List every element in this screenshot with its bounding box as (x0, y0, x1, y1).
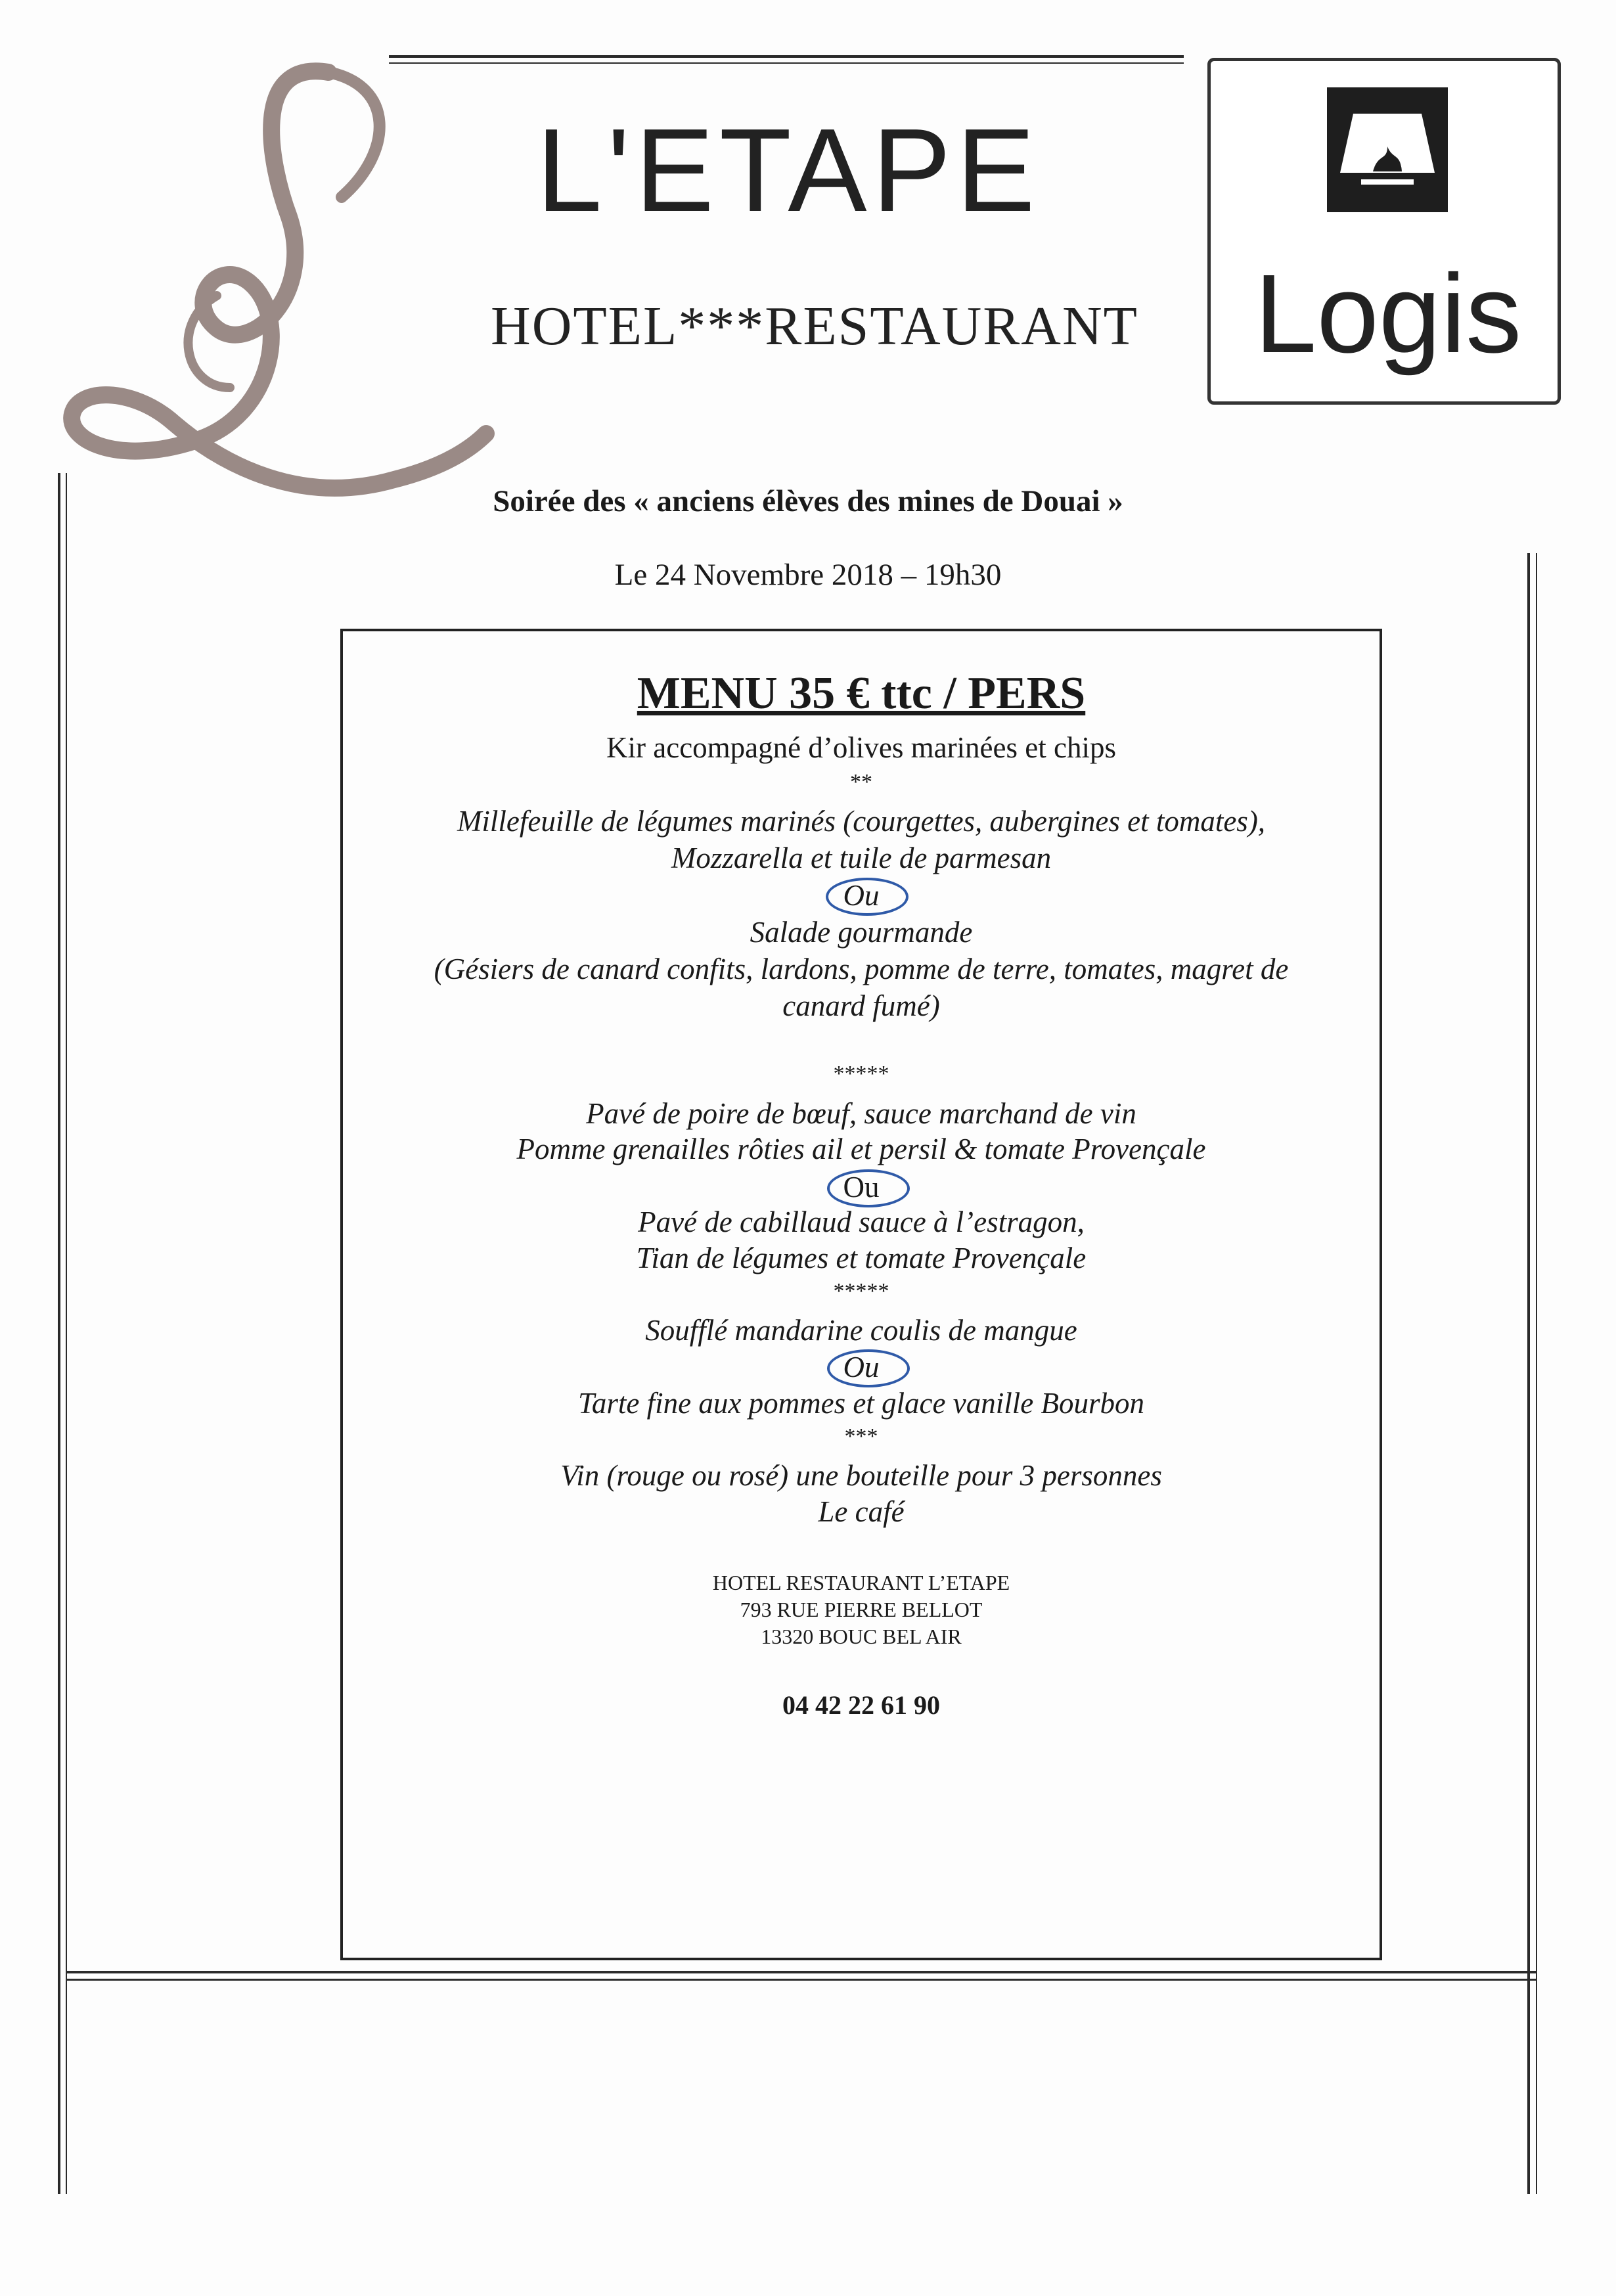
left-rule-2 (66, 473, 67, 2194)
starter-1-line-1: Millefeuille de légumes marinés (courgettes, aubergines et tomates), (457, 805, 1266, 838)
separator: *** (844, 1424, 878, 1449)
left-rule-1 (58, 473, 60, 2194)
bottom-rule-2 (66, 1979, 1537, 1981)
wine-line: Vin (rouge ou rosé) une bouteille pour 3 personnes (560, 1459, 1162, 1492)
address-name: HOTEL RESTAURANT L’ETAPE (712, 1571, 1010, 1594)
aperitif-line: Kir accompagné d’olives marinées et chips (606, 731, 1116, 764)
logis-logo (1207, 58, 1561, 405)
coffee-line: Le café (818, 1495, 905, 1528)
separator: ***** (833, 1279, 889, 1303)
separator: ** (850, 770, 872, 794)
dessert-1-line: Soufflé mandarine coulis de mangue (645, 1314, 1077, 1347)
main-1-line-2: Pomme grenailles rôties ail et persil & tomate Provençale (516, 1133, 1206, 1165)
event-title: Soirée des « anciens élèves des mines de Douai » (493, 484, 1123, 518)
hotel-name: L'ETAPE (536, 104, 1041, 236)
separator: ***** (833, 1062, 889, 1086)
logis-wordmark: Logis (1254, 252, 1522, 376)
dessert-2-line: Tarte fine aux pommes et glace vanille Bourbon (578, 1387, 1144, 1420)
choice-ou: Ou (843, 879, 880, 912)
choice-ou: Ou (843, 1171, 880, 1204)
starter-2-line-3: canard fumé) (782, 989, 940, 1022)
right-rule-2 (1536, 553, 1537, 2194)
main-2-line-1: Pavé de cabillaud sauce à l’estragon, (638, 1205, 1085, 1238)
event-date: Le 24 Novembre 2018 – 19h30 (614, 558, 1002, 592)
fireplace-lamp-icon (1327, 87, 1448, 212)
phone-number: 04 42 22 61 90 (782, 1690, 940, 1720)
address-city: 13320 BOUC BEL AIR (761, 1625, 962, 1648)
starter-2-line-2: (Gésiers de canard confits, lardons, pomme de terre, tomates, magret de (434, 953, 1289, 985)
starter-1-line-2: Mozzarella et tuile de parmesan (671, 842, 1052, 874)
starter-2-line-1: Salade gourmande (750, 916, 973, 949)
menu-title: MENU 35 € ttc / PERS (637, 668, 1086, 719)
hotel-subtitle: HOTEL***RESTAURANT (491, 296, 1138, 357)
menu-box (340, 629, 1382, 1960)
main-1-line-1: Pavé de poire de bœuf, sauce marchand de vin (586, 1097, 1136, 1130)
address-street: 793 RUE PIERRE BELLOT (740, 1598, 983, 1621)
right-rule-1 (1527, 553, 1530, 2194)
choice-ou: Ou (843, 1351, 880, 1384)
bottom-rule-1 (66, 1971, 1537, 1973)
script-l-ornament (53, 46, 512, 519)
main-2-line-2: Tian de légumes et tomate Provençale (636, 1242, 1087, 1274)
